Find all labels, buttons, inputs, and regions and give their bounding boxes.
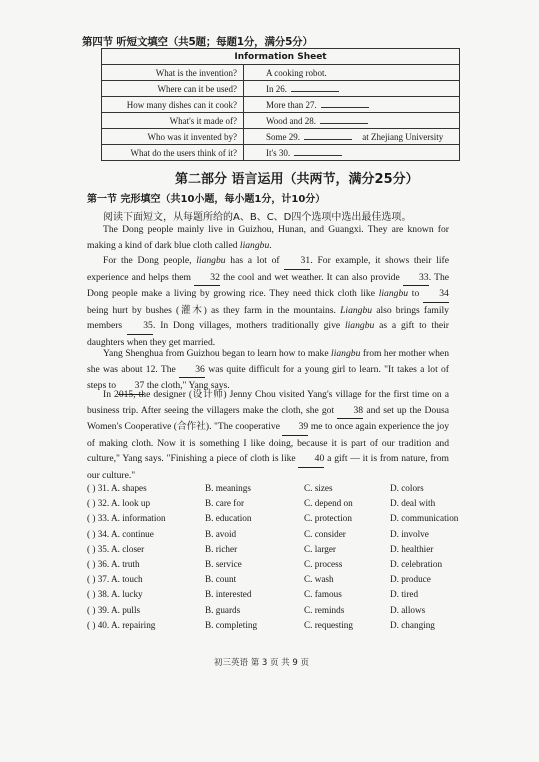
option-c[interactable]: C. sizes: [304, 483, 333, 493]
option-b[interactable]: B. avoid: [205, 528, 237, 539]
answer-cell[interactable]: [244, 97, 460, 113]
answer-tail: at Zhejiang University: [360, 132, 444, 142]
blank-33[interactable]: 33: [403, 270, 429, 287]
option-d[interactable]: D. tired: [390, 589, 419, 600]
answer-cell[interactable]: [244, 113, 460, 129]
table-title: Information Sheet: [102, 49, 460, 65]
answer-blank[interactable]: [320, 115, 368, 124]
option-c[interactable]: C. depend on: [304, 498, 353, 509]
section4-header: 第四节 听短文填空（共5题；每题1分，满分5分）: [82, 36, 313, 48]
option-b[interactable]: B. education: [205, 513, 252, 524]
option-c[interactable]: C. protection: [304, 513, 352, 524]
answer-text: A cooking robot.: [266, 67, 327, 78]
answer-text: Wood and 28.: [266, 116, 317, 126]
option-d[interactable]: D. healthier: [390, 543, 434, 554]
option-q-a[interactable]: ( ) 37. A. touch: [87, 574, 143, 585]
question-cell: Who was it invented by?: [102, 129, 244, 145]
option-d[interactable]: D. communication: [390, 513, 459, 524]
option-d[interactable]: D. deal with: [390, 498, 436, 509]
question-cell: How many dishes can it cook?: [102, 97, 244, 113]
option-d[interactable]: D. allows: [390, 604, 426, 615]
passage-paragraph-2: For the Dong people, liangbu has a lot of 31. For example, it shows their life experience and helps them 32 the cool and wet weather. It can also provide 33. The Dong people make a living by growing rice. They need thick cloth like liangbu to 34 being hurt by bushes (灌木) as they farm in the mountains. Liangbu also brings family members 35. In Dong villages, mothers traditionally give liangbu as a gift to their daughters when they get married.: [87, 255, 449, 348]
blank-36[interactable]: 36: [179, 362, 205, 379]
option-q-a[interactable]: ( ) 40. A. repairing: [87, 619, 156, 630]
option-q-a[interactable]: ( ) 34. A. continue: [87, 528, 154, 539]
option-d[interactable]: D. colors: [390, 483, 424, 493]
passage-paragraph-4: In 2015, the designer (设计师) Jenny Chou visited Yang's village for the first time on a business trip. After seeing the villagers make the cloth, she got 38 and set up the Dousa Women's Cooperative (合作社). "The cooperative 39 me to once again experience the joy of making cloth. Now it is something I like doing, because it is part of our tradition and culture," Yang says. "Finishing a piece of cloth is like 40 a gift — it is from nature, from our culture.": [87, 389, 449, 481]
option-q-a[interactable]: ( ) 32. A. look up: [87, 498, 151, 509]
part2-title: 第二部分 语言运用（共两节，满分25分）: [175, 172, 419, 187]
table-row: [102, 113, 460, 129]
answer-blank[interactable]: [294, 147, 342, 156]
answer-text: More than 27.: [266, 100, 317, 110]
answer-cell[interactable]: [244, 145, 460, 161]
blank-35[interactable]: 35: [127, 318, 153, 335]
option-q-a[interactable]: ( ) 35. A. closer: [87, 543, 145, 554]
table-row: [102, 97, 460, 113]
option-c[interactable]: C. process: [304, 558, 343, 569]
table-row: [102, 65, 460, 81]
answer-blank[interactable]: [291, 83, 339, 92]
answer-text: Some 29.: [266, 132, 301, 142]
option-b[interactable]: B. guards: [205, 604, 241, 615]
option-c[interactable]: C. requesting: [304, 619, 353, 630]
answer-blank[interactable]: [321, 99, 369, 108]
option-d[interactable]: D. involve: [390, 528, 429, 539]
answer-text: It's 30.: [266, 148, 291, 158]
option-b[interactable]: B. count: [205, 574, 237, 585]
option-b[interactable]: B. care for: [205, 498, 245, 509]
option-b[interactable]: B. richer: [205, 543, 238, 554]
option-b[interactable]: B. interested: [205, 589, 252, 600]
passage-paragraph-1: The Dong people mainly live in Guizhou, Hunan, and Guangxi. They are known for making a kind of dark blue cloth called liangbu.: [87, 224, 449, 251]
question-cell: What's it made of?: [102, 113, 244, 129]
option-q-a[interactable]: ( ) 33. A. information: [87, 513, 166, 524]
blank-37[interactable]: 37: [118, 378, 144, 395]
option-q-a[interactable]: ( ) 31. A. shapes: [87, 483, 147, 493]
blank-39[interactable]: 39: [282, 419, 308, 436]
option-c[interactable]: C. larger: [304, 543, 336, 554]
option-q-a[interactable]: ( ) 38. A. lucky: [87, 589, 143, 600]
option-b[interactable]: B. service: [205, 558, 242, 569]
part2-section1-header: 第一节 完形填空（共10小题，每小题1分，计10分）: [87, 194, 326, 205]
table-row: [102, 129, 460, 145]
answer-cell[interactable]: [244, 81, 460, 97]
question-cell: Where can it be used?: [102, 81, 244, 97]
blank-34[interactable]: 34: [423, 286, 449, 303]
answer-cell: [244, 65, 460, 81]
passage-paragraph-3: Yang Shenghua from Guizhou began to learn how to make liangbu from her mother when she was about 12. The 36 was quite difficult for a young girl to learn. "It takes a lot of steps to 37 the cloth," Yang says.: [87, 346, 449, 395]
option-q-a[interactable]: ( ) 36. A. truth: [87, 558, 140, 569]
option-c[interactable]: C. reminds: [304, 604, 345, 615]
table-row: [102, 81, 460, 97]
option-c[interactable]: C. wash: [304, 574, 334, 585]
table-title-row: [102, 49, 460, 65]
option-c[interactable]: C. consider: [304, 528, 346, 539]
answer-text: In 26.: [266, 84, 287, 94]
instruction-text: 阅读下面短文，从每题所给的A、B、C、D四个选项中选出最佳选项。: [103, 212, 412, 223]
information-sheet-table: [101, 48, 460, 161]
blank-38[interactable]: 38: [337, 403, 363, 420]
option-d[interactable]: D. changing: [390, 619, 435, 630]
question-cell: What do the users think of it?: [102, 145, 244, 161]
answer-cell[interactable]: [244, 129, 460, 145]
answer-blank[interactable]: [304, 131, 352, 140]
table-row: [102, 145, 460, 161]
option-q-a[interactable]: ( ) 39. A. pulls: [87, 604, 141, 615]
option-d[interactable]: D. produce: [390, 574, 431, 585]
question-cell: What is the invention?: [102, 65, 244, 81]
option-d[interactable]: D. celebration: [390, 558, 443, 569]
blank-31[interactable]: 31: [284, 253, 310, 270]
blank-40[interactable]: 40: [298, 451, 324, 468]
option-b[interactable]: B. completing: [205, 619, 258, 630]
page-footer: 初三英语 第 3 页 共 9 页: [214, 658, 310, 668]
option-c[interactable]: C. famous: [304, 589, 342, 600]
option-b[interactable]: B. meanings: [205, 483, 251, 493]
blank-32[interactable]: 32: [194, 270, 220, 287]
